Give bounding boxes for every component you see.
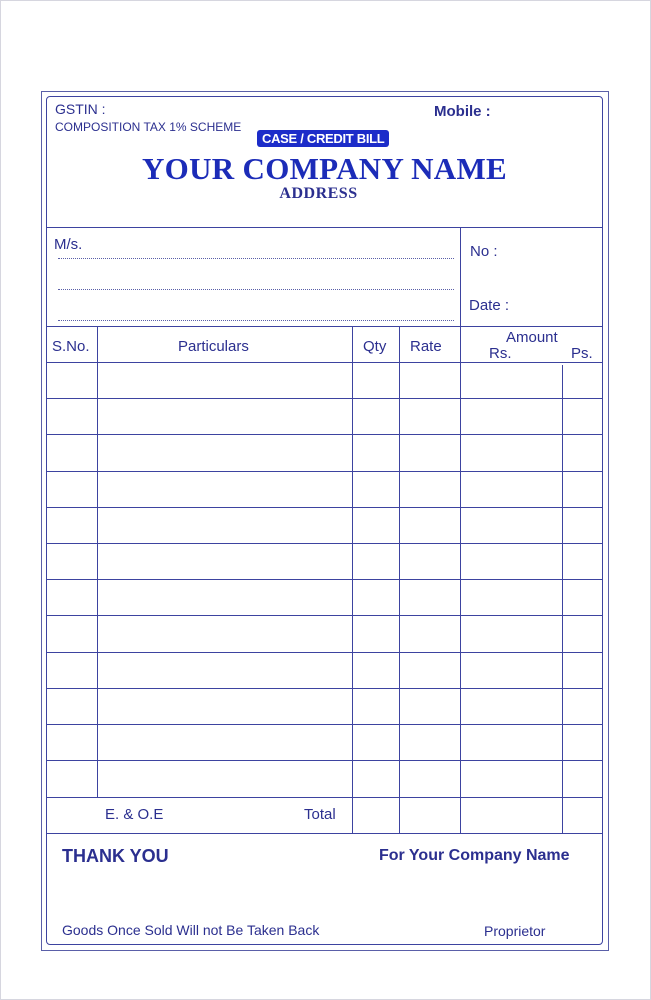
col-divider-sno	[97, 326, 98, 797]
col-rs-header: Rs.	[489, 345, 512, 362]
thank-you-text: THANK YOU	[62, 846, 169, 866]
table-row-line	[46, 507, 603, 508]
goods-note: Goods Once Sold Will not Be Taken Back	[62, 922, 320, 938]
col-amount-header: Amount	[506, 329, 558, 346]
total-label: Total	[304, 806, 336, 823]
col-divider-qty	[399, 326, 400, 833]
col-sno-header: S.No.	[52, 338, 90, 355]
ms-dotted-line-1	[58, 258, 454, 259]
company-name: YOUR COMPANY NAME	[142, 151, 507, 186]
gstin-label: GSTIN :	[55, 101, 106, 117]
ms-label: M/s.	[54, 236, 83, 253]
customer-divider	[460, 227, 461, 327]
table-top-line	[46, 326, 603, 327]
table-row-line	[46, 434, 603, 435]
col-divider-particulars	[352, 326, 353, 833]
col-qty-header: Qty	[363, 338, 387, 355]
table-row-line	[46, 398, 603, 399]
table-row-line	[46, 471, 603, 472]
col-particulars-header: Particulars	[178, 338, 249, 355]
table-row-line	[46, 688, 603, 689]
table-row-line	[46, 652, 603, 653]
ms-dotted-line-3	[58, 320, 454, 321]
table-row-line	[46, 615, 603, 616]
table-row-line	[46, 724, 603, 725]
table-row-line	[46, 579, 603, 580]
table-bottom-line	[46, 833, 603, 834]
scheme-text: COMPOSITION TAX 1% SCHEME	[55, 120, 242, 134]
bill-type-badge: CASE / CREDIT BILL	[257, 130, 389, 147]
bill-no-label: No :	[470, 243, 498, 260]
bill-date-label: Date :	[469, 297, 510, 314]
table-total-line	[46, 797, 603, 798]
col-ps-header: Ps.	[571, 345, 593, 362]
col-divider-rate	[460, 326, 461, 833]
header-divider	[46, 227, 603, 228]
table-row-line	[46, 760, 603, 761]
for-company-text: For Your Company Name	[379, 847, 570, 864]
eoe-label: E. & O.E	[105, 806, 164, 823]
table-row-line	[46, 543, 603, 544]
mobile-label: Mobile :	[434, 103, 491, 120]
proprietor-label: Proprietor	[484, 923, 546, 939]
ms-dotted-line-2	[58, 289, 454, 290]
table-header-line	[46, 362, 603, 363]
company-address: ADDRESS	[279, 185, 358, 202]
col-divider-rs-ps	[562, 365, 563, 833]
col-rate-header: Rate	[410, 338, 442, 355]
